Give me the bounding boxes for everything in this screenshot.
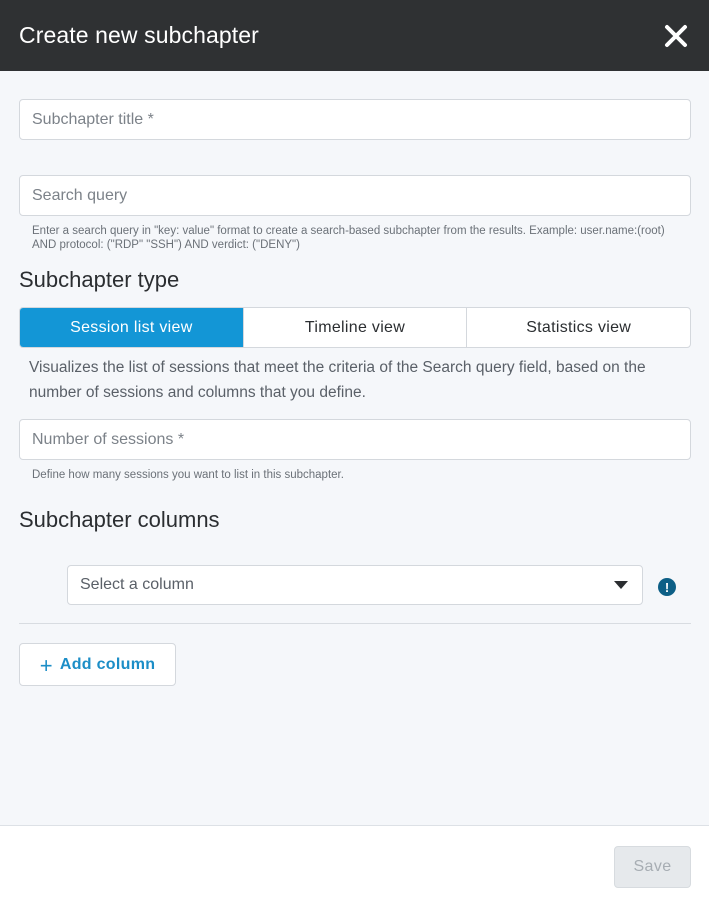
dialog-footer [0,826,709,904]
number-of-sessions-hint: Define how many sessions you want to list in this subchapter. [32,469,344,481]
caret-down-icon [614,581,628,589]
add-column-label: Add column [59,655,156,673]
subchapter-columns-title: Subchapter columns [19,507,220,532]
subchapter-type-title: Subchapter type [19,267,180,292]
close-button[interactable] [661,21,691,51]
plus-icon: + [39,652,53,678]
column-select-placeholder: Select a column [80,576,194,593]
subchapter-type-description: Visualizes the list of sessions that meet the criteria of the Search query field, based on the number of sessions and columns that you define. [29,359,646,401]
subchapter-title-field[interactable] [19,99,691,140]
save-button[interactable]: Save [614,846,691,888]
search-query-input[interactable] [32,187,678,205]
column-select[interactable] [67,565,643,605]
dialog-header [0,0,709,71]
tab-session-list-view[interactable]: Session list view [20,308,243,347]
search-query-hint: Enter a search query in "key: value" format to create a search-based subchapter from the results. Example: user.name:(root) AND protocol: ("RDP" "SSH") AND verdict: ("DENY") [32,225,665,251]
number-of-sessions-field[interactable] [19,419,691,460]
exclamation-circle-icon: ! [658,578,676,596]
close-icon [664,24,688,48]
subchapter-title-input[interactable] [32,111,678,129]
tab-timeline-view[interactable]: Timeline view [243,308,467,347]
dialog-body [0,71,709,826]
subchapter-type-selector [19,307,691,348]
add-column-button[interactable] [19,643,176,686]
divider [19,623,691,624]
number-of-sessions-input[interactable] [32,431,678,449]
tab-statistics-view[interactable]: Statistics view [466,308,690,347]
dialog-title: Create new subchapter [19,22,259,48]
search-query-field[interactable] [19,175,691,216]
